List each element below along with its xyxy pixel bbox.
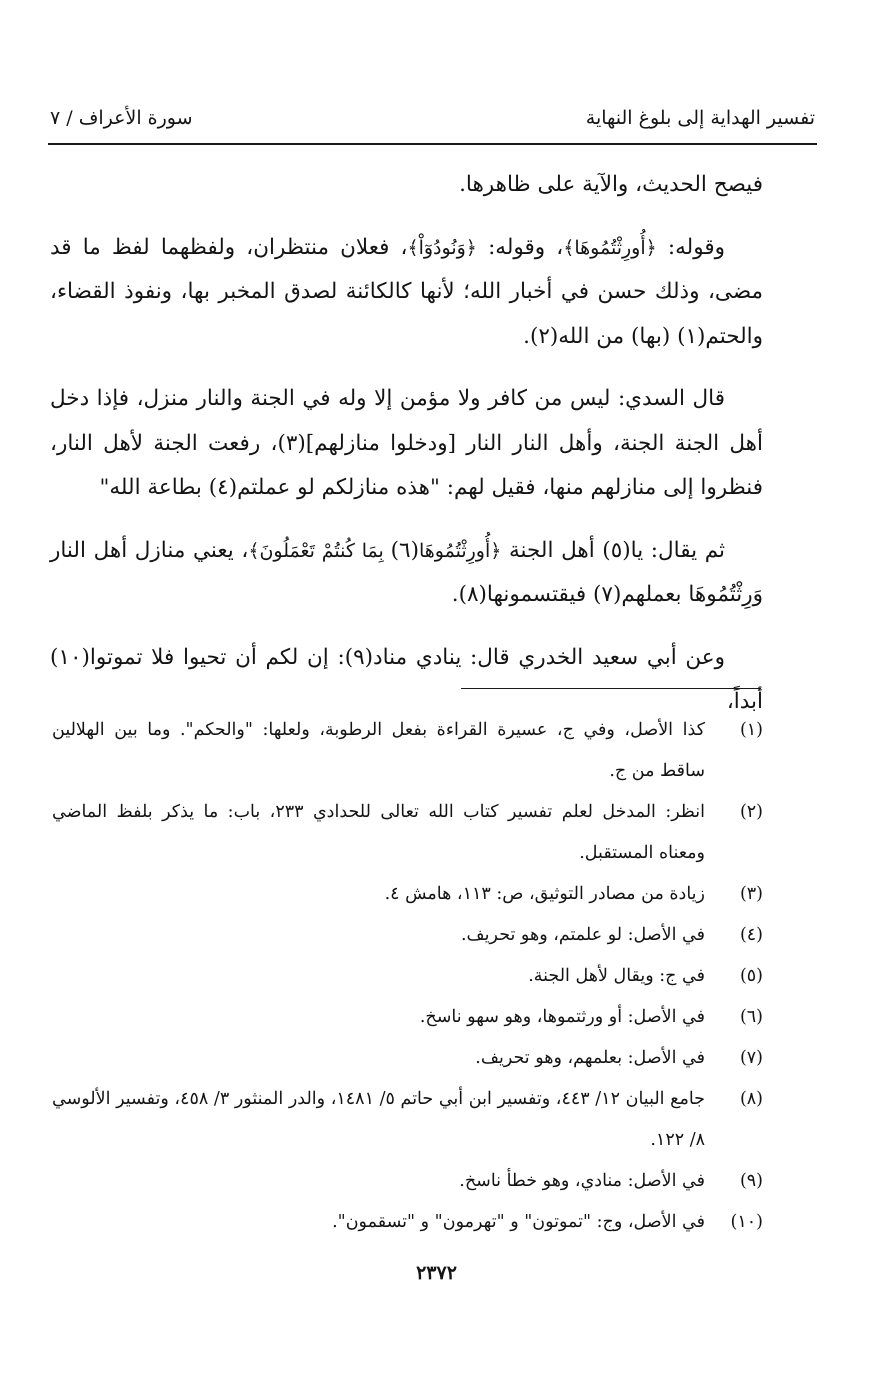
footnote-item <box>52 792 763 874</box>
paragraph-2 <box>50 226 763 360</box>
p2-text-e: . <box>523 323 530 349</box>
footnote-text: في الأصل: أو ورثتموها، وهو سهو ناسخ. <box>419 1007 705 1027</box>
footnote-number: (٨) <box>739 1089 763 1109</box>
p5-text-a: وعن أبي سعيد الخدري قال: ينادي مناد <box>373 644 725 670</box>
footnote-number: (٧) <box>739 1048 763 1068</box>
p4-text-c: ، يعني منازل أهل النار وَرِثْتُمُوهَا بعملهم <box>50 537 763 607</box>
footnote-number: (٦) <box>739 1007 763 1027</box>
quran-quote: ﴿وَنُودُوٓاْ﴾ <box>407 236 477 259</box>
book-title: تفسير الهداية إلى بلوغ النهاية <box>585 107 815 129</box>
footnote-text: كذا الأصل، وفي ج، عسيرة القراءة بفعل الرطوبة، ولعلها: "والحكم". وما بين الهلالين ساقط من ج. <box>52 720 705 781</box>
p5-text-b: : إن لكم أن تحيوا فلا تموتوا <box>89 644 345 670</box>
footnote-text: في الأصل: منادي، وهو خطأ ناسخ. <box>459 1171 705 1191</box>
footnote-item <box>52 997 763 1038</box>
footnotes-list <box>52 710 763 1243</box>
footnote-ref: (٣) <box>277 430 306 456</box>
p3-text-b: ، رفعت الجنة لأهل النار، فنظروا إلى منازلهم منها، فقيل لهم: "هذه منازلكم لو عملتم <box>50 430 763 500</box>
p2-text-c: ، فعلان منتظران، ولفظهما لفظ ما قد مضى، وذلك حسن في أخبار الله؛ لأنها كالكائنة لصدق المخبر بها، ونفوذ القضاء، والحتم <box>50 234 763 349</box>
p3-text-c: بطاعة الله" <box>99 475 209 500</box>
footnote-text: في الأصل: لو علمتم، وهو تحريف. <box>460 925 705 945</box>
p4-text-e: . <box>451 582 459 607</box>
footnote-number: (٥) <box>739 966 763 986</box>
p4-text-a: ثم يقال: يا <box>630 537 725 563</box>
page-number: ٢٣٧٢ <box>416 1262 457 1284</box>
footnote-item <box>52 915 763 956</box>
footnote-separator <box>461 688 761 689</box>
footnote-item <box>52 1202 763 1243</box>
footnote-item <box>52 1161 763 1202</box>
footnote-ref: (١٠) <box>50 644 90 670</box>
main-text <box>50 163 763 743</box>
footnote-ref: (١) <box>677 323 706 349</box>
footnote-item <box>52 1038 763 1079</box>
footnote-ref: (٢) <box>529 323 559 349</box>
footnote-number: (١٠) <box>730 1212 763 1232</box>
quran-quote: ﴿أُورِثْتُمُوهَا <box>419 539 502 562</box>
p2-text-d: (بها) من الله <box>558 323 678 349</box>
footnote-text: في الأصل، وج: "تموتون" و "تهرمون" و "تسقمون". <box>332 1212 705 1232</box>
footnote-number: (٩) <box>739 1171 763 1191</box>
footnote-ref: (٧) <box>593 582 622 607</box>
footnote-text: انظر: المدخل لعلم تفسير كتاب الله تعالى للحدادي ٢٣٣، باب: ما يذكر بلفظ الماضي ومعناه المستقبل. <box>52 802 705 863</box>
footnote-item <box>52 874 763 915</box>
footnote-ref: (٤) <box>208 475 238 500</box>
p4-text-b: أهل الجنة <box>501 537 603 563</box>
footnote-ref: (٦) <box>390 537 419 563</box>
footnote-item <box>52 956 763 997</box>
p2-text-a: وقوله: <box>656 234 725 260</box>
footnote-ref: (٨) <box>458 582 487 607</box>
p2-text-b: ، وقوله: <box>476 234 564 260</box>
footnote-ref: (٥) <box>602 537 631 563</box>
footnote-number: (١) <box>739 720 763 740</box>
footnote-item <box>52 1079 763 1161</box>
header-rule <box>48 143 817 145</box>
quran-quote: ﴿أُورِثْتُمُوهَا﴾ <box>563 236 657 259</box>
footnote-item <box>52 710 763 792</box>
footnote-number: (٢) <box>739 802 763 822</box>
p4-text-d: فيقتسمونها <box>486 582 594 607</box>
surah-label: سورة الأعراف / ٧ <box>50 107 193 129</box>
paragraph-1-text: فيصح الحديث، والآية على ظاهرها. <box>459 172 763 197</box>
quran-quote: بِمَا كُنتُمْ تَعْمَلُونَ﴾ <box>248 539 391 562</box>
footnote-ref: (٩) <box>344 644 374 670</box>
footnote-text: في الأصل: بعلمهم، وهو تحريف. <box>475 1048 705 1068</box>
running-header <box>50 100 815 136</box>
footnote-text: زيادة من مصادر التوثيق، ص: ١١٣، هامش ٤. <box>384 884 705 904</box>
p5-text-c: أبداً، <box>726 689 763 714</box>
footnote-number: (٤) <box>739 925 763 945</box>
paragraph-1 <box>50 163 763 208</box>
paragraph-4 <box>50 529 763 618</box>
p3-text-a: قال السدي: ليس من كافر ولا مؤمن إلا وله في الجنة والنار منزل، فإذا دخل أهل الجنة الجنة، وأهل النار النار [ودخلوا منازلهم] <box>50 386 763 456</box>
paragraph-3 <box>50 377 763 511</box>
footnote-text: جامع البيان ١٢/ ٤٤٣، وتفسير ابن أبي حاتم ٥/ ١٤٨١، والدر المنثور ٣/ ٤٥٨، وتفسير الألوسي ٨/ ١٢٢. <box>52 1089 706 1150</box>
footnote-text: في ج: ويقال لأهل الجنة. <box>528 966 705 986</box>
footnote-number: (٣) <box>739 884 763 904</box>
